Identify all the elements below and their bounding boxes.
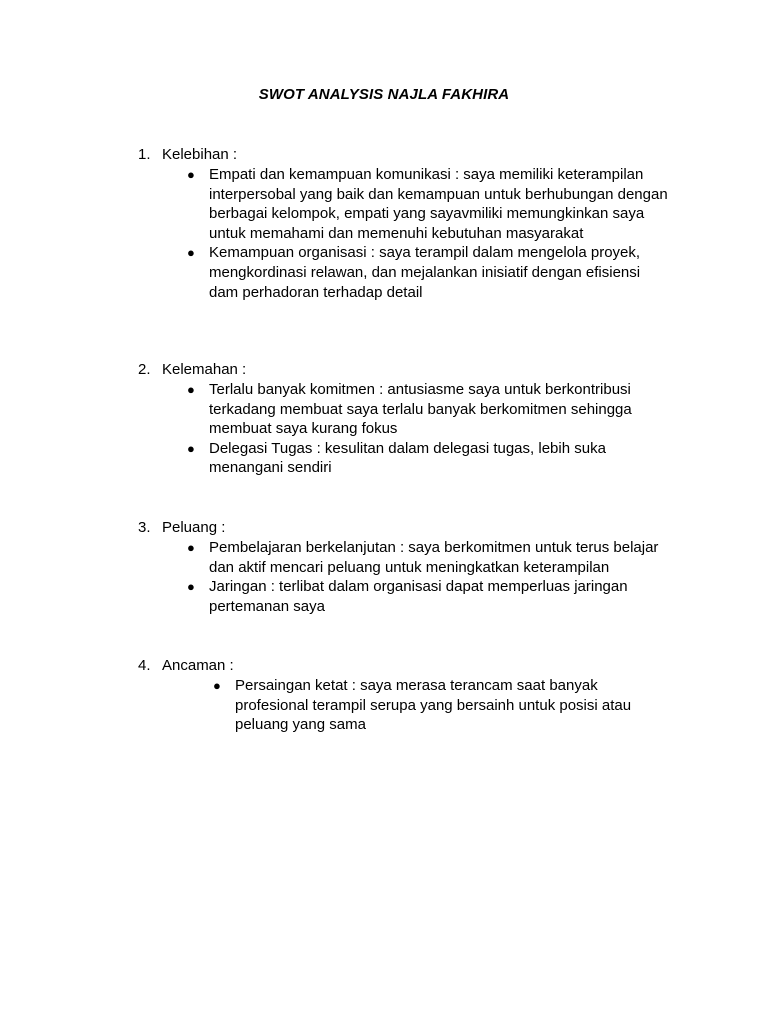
list-item-text: Empati dan kemampuan komunikasi : saya memiliki keterampilan interpersobal yang baik dan kemampuan untuk berhubungan dengan berbagai kelompok, empati yang sayavmiliki memungkinkan saya untuk memahami dan memenuhi kebutuhan masyarakat [209, 166, 668, 242]
list-item [213, 676, 665, 735]
section-number: 1. [138, 146, 151, 163]
section-title: Ancaman : [162, 657, 234, 674]
list-item-text: Persaingan ketat : saya merasa terancam saat banyak profesional terampil serupa yang bersainh untuk posisi atau peluang yang sama [235, 677, 632, 734]
list-item [187, 439, 659, 478]
list-item-text: Kemampuan organisasi : saya terampil dalam mengelola proyek, mengkordinasi relawan, dan mejalankan inisiatif dengan efisiensi dam perhadoran terhadap detail [209, 244, 641, 301]
section-heading [138, 145, 237, 165]
section-heading [138, 518, 225, 538]
list-item-text: Terlalu banyak komitmen : antusiasme saya untuk berkontribusi terkadang membuat saya terlalu banyak berkomitmen sehingga membuat saya kurang fokus [209, 381, 632, 438]
list-item [187, 380, 659, 439]
bullet-icon: ● [187, 540, 195, 555]
bullet-list [213, 676, 665, 735]
bullet-list [187, 380, 659, 478]
section-title: Kelemahan : [162, 361, 247, 378]
bullet-icon: ● [187, 167, 195, 182]
bullet-icon: ● [187, 579, 195, 595]
list-item-text: Pembelajaran berkelanjutan : saya berkomitmen untuk terus belajar dan aktif mencari peluang untuk meningkatkan keterampilan [209, 539, 659, 576]
bullet-icon: ● [187, 440, 195, 456]
bullet-list [187, 165, 669, 302]
section-number: 3. [138, 519, 151, 536]
bullet-icon: ● [213, 678, 221, 693]
list-item [187, 538, 684, 577]
list-item [187, 165, 669, 243]
section-title: Peluang : [162, 519, 226, 536]
section-title: Kelebihan : [162, 146, 238, 163]
bullet-list [187, 538, 684, 616]
bullet-icon: ● [187, 245, 195, 261]
bullet-icon: ● [187, 382, 195, 397]
list-item-text: Jaringan : terlibat dalam organisasi dapat memperluas jaringan pertemanan saya [209, 578, 628, 615]
list-item [187, 577, 684, 616]
section-heading [138, 360, 246, 380]
list-item-text: Delegasi Tugas : kesulitan dalam delegasi tugas, lebih suka menangani sendiri [209, 439, 606, 477]
section-heading [138, 656, 234, 676]
section-number: 2. [138, 361, 151, 378]
section-number: 4. [138, 657, 151, 674]
document-title: SWOT ANALYSIS NAJLA FAKHIRA [258, 86, 510, 103]
list-item [187, 243, 669, 302]
